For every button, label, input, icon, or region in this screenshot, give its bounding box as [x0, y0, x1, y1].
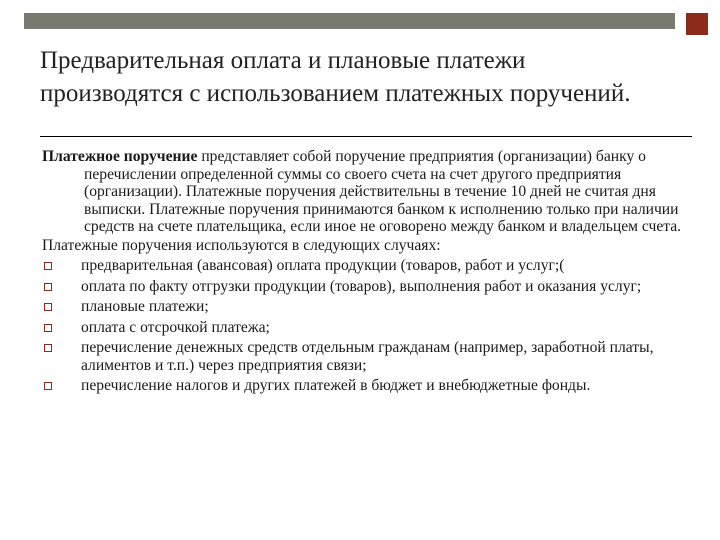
title-divider [40, 136, 692, 137]
square-bullet-icon [44, 303, 52, 311]
square-bullet-icon [44, 382, 52, 390]
square-bullet-icon [44, 324, 52, 332]
list-item-text: оплата с отсрочкой платежа; [81, 318, 270, 336]
definition-text: представляет собой поручение предприятия (организации) банку о перечислении определенной суммы со своего счета на счет другого предприятия (организации). Платежные поручения действительны в течение 10 дней не считая дня выписки. Платежные поручения принимаются банком к исполнению только при наличии средств на счете плательщика, если иное не оговорено между банком и владельцем счета. [84, 148, 682, 235]
slide-body [42, 148, 690, 398]
definition-paragraph [42, 148, 690, 236]
list-item [42, 278, 690, 296]
usage-list [42, 257, 690, 395]
square-bullet-icon [44, 283, 52, 291]
list-item [42, 377, 690, 395]
top-decor-bar [24, 13, 675, 29]
definition-term: Платежное поручение [42, 148, 198, 165]
slide-title: Предварительная оплата и плановые платежи производятся с использованием платежных поручений. [40, 47, 631, 107]
list-item [42, 339, 690, 374]
usage-intro: Платежные поручения используются в следующих случаях: [42, 236, 441, 254]
list-item [42, 319, 690, 337]
list-item-text: оплата по факту отгрузки продукции (товаров), выполнения работ и оказания услуг; [81, 277, 642, 295]
list-item [42, 257, 690, 275]
list-item-text: предварительная (авансовая) оплата продукции (товаров, работ и услуг;( [81, 257, 565, 274]
list-item-text: перечисление налогов и других платежей в бюджет и внебюджетные фонды. [81, 377, 591, 394]
square-bullet-icon [44, 262, 52, 270]
list-item-text: плановые платежи; [81, 298, 209, 315]
corner-decor-square [686, 13, 708, 35]
list-item-text: перечисление денежных средств отдельным гражданам (например, заработной платы, алиментов и т.п.) через предприятия связи; [81, 339, 654, 374]
list-item [42, 298, 690, 316]
square-bullet-icon [44, 344, 52, 352]
